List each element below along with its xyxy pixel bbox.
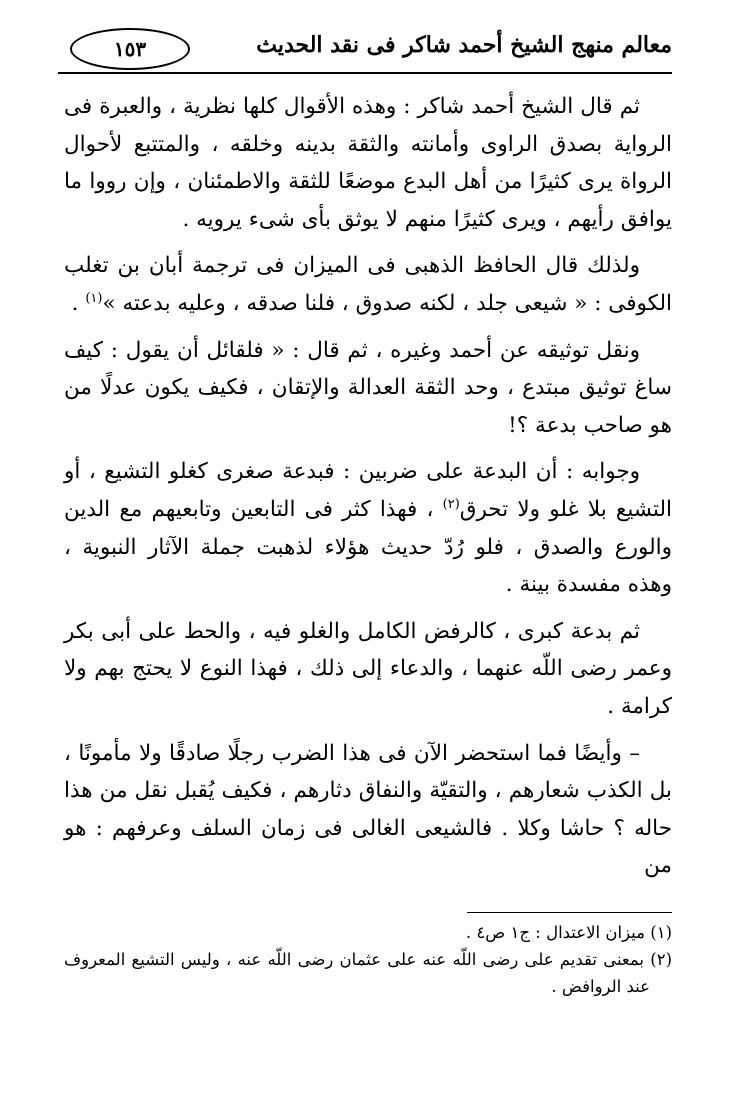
paragraph-4: وجوابه : أن البدعة على ضربين : فبدعة صغرى كغلو التشيع ، أو التشيع بلا غلو ولا تحرق$^{(٢)}$ ، فهذا كثر فى التابعين وتابعيهم مع الدين والورع والصدق ، فلو رُدّ حديث هؤلاء لذهبت جملة الآثار النبوية ، وهذه مفسدة بينة . (64, 459, 673, 598)
page-number-oval: ١٥٣ (70, 28, 190, 70)
paragraph-3: ونقل توثيقه عن أحمد وغيره ، ثم قال : « فلقائل أن يقول : كيف ساغ توثيق مبتدع ، وحد الثقة العدالة والإتقان ، فكيف يكون عدلًا من هو صاحب بدعة ؟! (64, 337, 672, 438)
paragraph-6: – وأيضًا فما استحضر الآن فى هذا الضرب رجلًا صادقًا ولا مأمونًا ، بل الكذب شعارهم ، والتقيّة والنفاق دثارهم ، فكيف يُقبل نقل من هذا حاله ؟ حاشا وكلا . فالشيعى الغالى فى زمان السلف وعرفهم : هو من (64, 740, 672, 879)
paragraph-2: ولذلك قال الحافظ الذهبى فى الميزان فى ترجمة أبان بن تغلب الكوفى : « شيعى جلد ، لكنه صدوق ، فلنا صدقه ، وعليه بدعته »$^{(١)}$ . (64, 253, 672, 316)
footnotes (64, 912, 672, 1000)
footnote-rule (467, 912, 672, 913)
header-rule (58, 72, 672, 74)
footnote-2: (٢) بمعنى تقديم على رضى اللّه عنه على عثمان رضى اللّه عنه ، وليس التشيع المعروف عند الروافض . (64, 950, 672, 996)
paragraph-1: ثم قال الشيخ أحمد شاكر : وهذه الأقوال كلها نظرية ، والعبرة فى الرواية بصدق الراوى وأمانته والثقة بدينه وخلقه ، والمتتبع لأحوال الرواة يرى كثيرًا من أهل البدع موضعًا للثقة والاطمئنان ، وإن رووا ما يوافق رأيهم ، ويرى كثيرًا منهم لا يوثق بأى شىء يرويه . (64, 94, 672, 232)
running-title: معالم منهج الشيخ أحمد شاكر فى نقد الحديث (256, 32, 672, 58)
footnote-ref-1: (١) (85, 290, 103, 306)
running-header (58, 24, 672, 76)
body-text (64, 88, 672, 894)
footnote-1: (١) ميزان الاعتدال : ج١ ص٤ . (465, 923, 672, 942)
footnote-ref-2: (٢) (442, 496, 460, 512)
paragraph-5: ثم بدعة كبرى ، كالرفض الكامل والغلو فيه ، والحط على أبى بكر وعمر رضى اللّه عنهما ، والدعاء إلى ذلك ، فهذا النوع لا يحتج بهم ولا كرامة . (64, 618, 672, 719)
